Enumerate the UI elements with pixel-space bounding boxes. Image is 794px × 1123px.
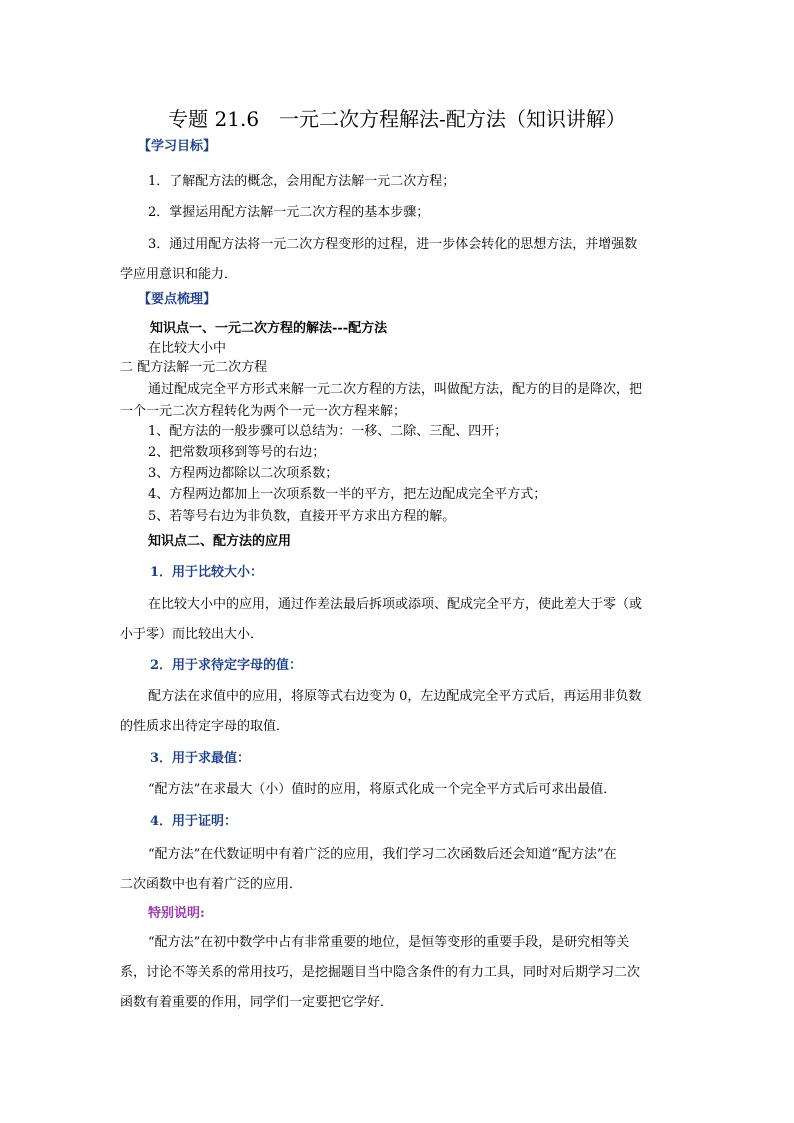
- special-note-text-2: 系，讨论不等关系的常用技巧，是挖掘题目当中隐含条件的有力工具，同时对后期学习二次: [120, 965, 641, 980]
- document-title: 专题 21.6 一元二次方程解法-配方法（知识讲解）: [168, 107, 626, 131]
- app-3-label: 3．用于求最值：: [150, 751, 251, 766]
- app-4-text: “配方法”在代数证明中有着广泛的应用，我们学习二次函数后还会知道“配方法”在: [148, 847, 617, 862]
- objectives-heading: 【学习目标】: [138, 139, 217, 154]
- app-4-label: 4．用于证明：: [150, 814, 238, 829]
- knowledge-point-1-para-cont: 一个一元二次方程转化为两个一元一次方程来解；: [120, 404, 407, 419]
- app-1-text: 在比较大小中的应用，通过作差法最后拆项或添项、配成完全平方，使此差大于零（或: [148, 597, 643, 612]
- app-4-text-cont: 二次函数中也有着广泛的应用．: [120, 877, 303, 892]
- special-note-label: 特别说明:: [148, 906, 205, 921]
- objective-item-3: 3．通过用配方法将一元二次方程变形的过程，进一步体会转化的思想方法，并增强数: [148, 237, 638, 252]
- step-4: 4、方程两边都加上一次项系数一半的平方，把左边配成完全平方式；: [148, 487, 547, 502]
- objective-item-1: 1．了解配方法的概念，会用配方法解一元二次方程；: [148, 174, 456, 189]
- app-2-text-cont: 的性质求出待定字母的取值．: [120, 719, 290, 734]
- knowledge-point-1-title: 知识点一、一元二次方程的解法---配方法: [150, 321, 388, 336]
- knowledge-point-1-sub: 在比较大小中: [148, 341, 227, 356]
- app-3-text: “配方法”在求最大（小）值时的应用，将原式化成一个完全平方式后可求出最值．: [148, 782, 617, 797]
- points-heading: 【要点梳理】: [138, 292, 217, 307]
- app-2-label: 2．用于求待定字母的值：: [150, 658, 303, 673]
- knowledge-point-1-para: 通过配成完全平方形式来解一元二次方程的方法，叫做配方法，配方的目的是降次，把: [148, 382, 643, 397]
- knowledge-point-1-sub2: 二 配方法解一元二次方程: [120, 360, 268, 375]
- step-1: 1、配方法的一般步骤可以总结为：一移、二除、三配、四开；: [148, 424, 508, 439]
- app-2-text: 配方法在求值中的应用，将原等式右边变为 0，左边配成完全平方式后，再运用非负数: [148, 689, 642, 704]
- app-1-label: 1．用于比较大小：: [150, 565, 264, 580]
- special-note-text-3: 函数有着重要的作用，同学们一定要把它学好．: [120, 995, 394, 1010]
- step-5: 5、若等号右边为非负数，直接开平方求出方程的解。: [148, 509, 456, 524]
- app-1-text-cont: 小于零）而比较出大小．: [120, 627, 264, 642]
- knowledge-point-2-title: 知识点二、配方法的应用: [148, 534, 292, 549]
- special-note-text-1: “配方法”在初中数学中占有非常重要的地位，是恒等变形的重要手段，是研究相等关: [148, 935, 630, 950]
- objective-item-2: 2．掌握运用配方法解一元二次方程的基本步骤；: [148, 205, 430, 220]
- objective-item-3-cont: 学应用意识和能力．: [120, 267, 238, 282]
- step-2: 2、把常数项移到等号的右边；: [148, 445, 326, 460]
- step-3: 3、方程两边都除以二次项系数；: [148, 466, 339, 481]
